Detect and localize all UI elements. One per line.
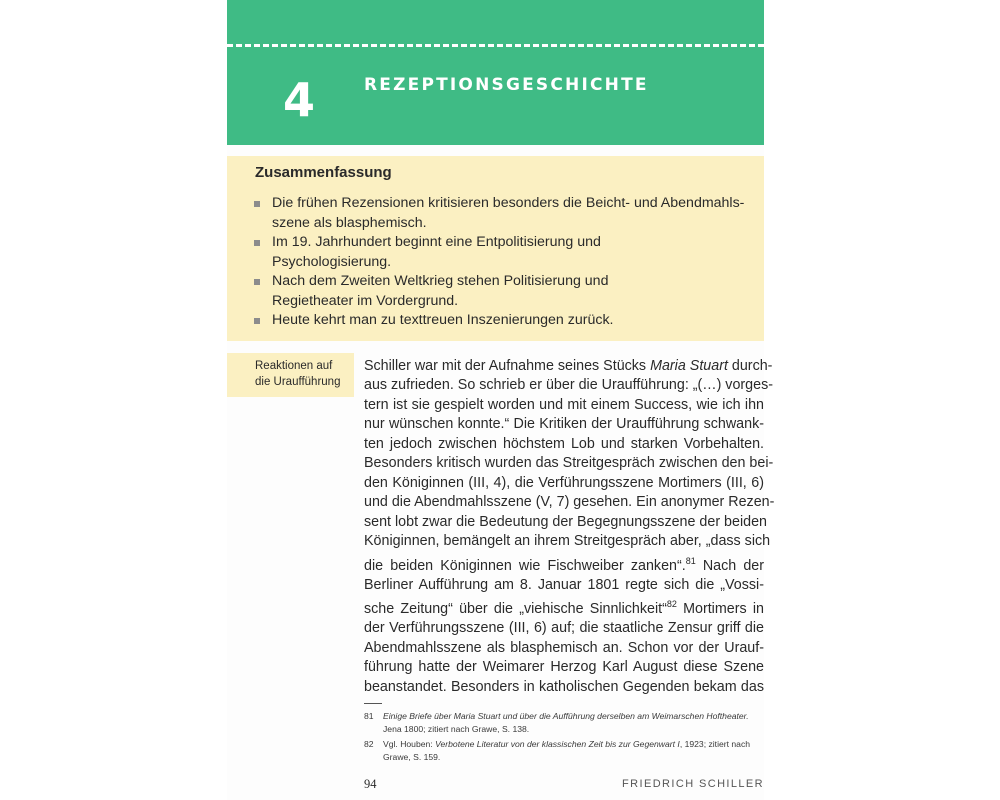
footnote-number: 81 xyxy=(364,711,374,721)
summary-item-line: szene als blasphemisch. xyxy=(272,214,427,231)
book-page xyxy=(227,0,775,800)
body-line: Abendmahlsszene als blasphemisch an. Schon vor der Urauf- xyxy=(364,639,764,656)
summary-item-line: Nach dem Zweiten Weltkrieg stehen Politisierung und xyxy=(272,273,609,289)
footnote-rule xyxy=(364,703,382,704)
body-line: nur wünschen konnte.“ Die Kritiken der Uraufführung schwank- xyxy=(364,416,764,433)
bullet-square-icon xyxy=(254,240,260,246)
body-line: und die Abendmahlsszene (V, 7) gesehen. Ein anonymer Rezen- xyxy=(364,494,775,511)
chapter-title: REZEPTIONSGESCHICHTE xyxy=(364,75,649,95)
body-line: Königinnen, bemängelt an ihrem Streitgespräch aber, „dass sich xyxy=(364,533,771,550)
page-number: 94 xyxy=(364,777,377,791)
body-line: der Verführungsszene (III, 6) auf; die staatliche Zensur griff die xyxy=(364,620,764,637)
summary-item-line: Die frühen Rezensionen kritisieren besonders die Beicht- und Abendmahls- xyxy=(272,195,745,211)
body-text xyxy=(364,357,775,697)
footnotes xyxy=(364,710,764,766)
summary-item-line: Im 19. Jahrhundert beginnt eine Entpolitisierung und xyxy=(272,234,601,250)
summary-item-line: Regietheater im Vordergrund. xyxy=(272,292,459,309)
body-line: Besonders kritisch wurden das Streitgespräch zwischen den bei- xyxy=(364,455,774,472)
margin-note xyxy=(227,353,354,397)
summary-item-line: Heute kehrt man zu texttreuen Inszenierungen zurück. xyxy=(272,312,614,328)
summary-list xyxy=(254,194,759,331)
body-line: Berliner Aufführung am 8. Januar 1801 regte sich die „Vossi- xyxy=(364,576,764,593)
footnote-italic: Verbotene Literatur von der klassischen Zeit bis zur Gegenwart I xyxy=(435,739,680,749)
summary-title: Zusammenfassung xyxy=(255,164,392,181)
summary-item xyxy=(254,311,759,331)
dashed-divider xyxy=(227,44,764,47)
margin-note-line: Reaktionen auf xyxy=(255,360,333,372)
running-head: FRIEDRICH SCHILLER xyxy=(622,778,764,790)
margin-note-line: die Uraufführung xyxy=(255,376,341,388)
body-line: Schiller war mit der Aufnahme seines Stücks Maria Stuart durch- xyxy=(364,358,773,374)
body-line: die beiden Königinnen wie Fischweiber zanken“.$^{81}$ Nach der xyxy=(364,555,765,574)
footnote-italic: Einige Briefe über Maria Stuart und über die Aufführung derselben am Weimarschen Hoftheater. xyxy=(383,711,749,721)
footnote-ref: 81 xyxy=(685,555,696,566)
footnote-ref: 82 xyxy=(666,599,677,610)
footnote-text: Einige Briefe über Maria Stuart und über die Aufführung derselben am Weimarschen Hoftheater. Jena 1800; zitiert nach Grawe, S. 138. xyxy=(383,711,749,734)
body-line: sche Zeitung“ über die „viehische Sinnlichkeit“$^{82}$ Mortimers in xyxy=(364,599,764,617)
body-line: tern ist sie gespielt worden und mit einem Success, wie ich ihn xyxy=(364,396,764,413)
body-line: führung hatte der Weimarer Herzog Karl August diese Szene xyxy=(364,659,764,676)
footnote xyxy=(364,738,764,763)
footnote-text: Vgl. Houben: Verbotene Literatur von der klassischen Zeit bis zur Gegenwart I, 1923; zitiert nach Grawe, S. 159. xyxy=(383,739,751,762)
summary-item xyxy=(254,272,759,311)
body-line: ten jedoch zwischen höchstem Lob und starken Vorbehalten. xyxy=(364,435,764,452)
summary-item xyxy=(254,194,759,233)
body-line: aus zufrieden. So schrieb er über die Uraufführung: „(…) vorges- xyxy=(364,377,773,394)
bullet-square-icon xyxy=(254,318,260,324)
chapter-number: 4 xyxy=(283,73,316,127)
summary-item xyxy=(254,233,759,272)
bullet-square-icon xyxy=(254,279,260,285)
summary-item-line: Psychologisierung. xyxy=(272,253,392,270)
chapter-header xyxy=(227,0,764,145)
footnote xyxy=(364,710,764,735)
footnote-number: 82 xyxy=(364,739,374,749)
summary-box xyxy=(227,156,764,341)
bullet-square-icon xyxy=(254,201,260,207)
body-line: beanstandet. Besonders in katholischen Gegenden bekam das xyxy=(364,678,764,695)
body-line: den Königinnen (III, 4), die Verführungsszene Mortimers (III, 6) xyxy=(364,474,764,491)
body-line: sent lobt zwar die Bedeutung der Begegnungsszene der beiden xyxy=(364,513,767,530)
body-italic: Maria Stuart xyxy=(650,358,728,374)
